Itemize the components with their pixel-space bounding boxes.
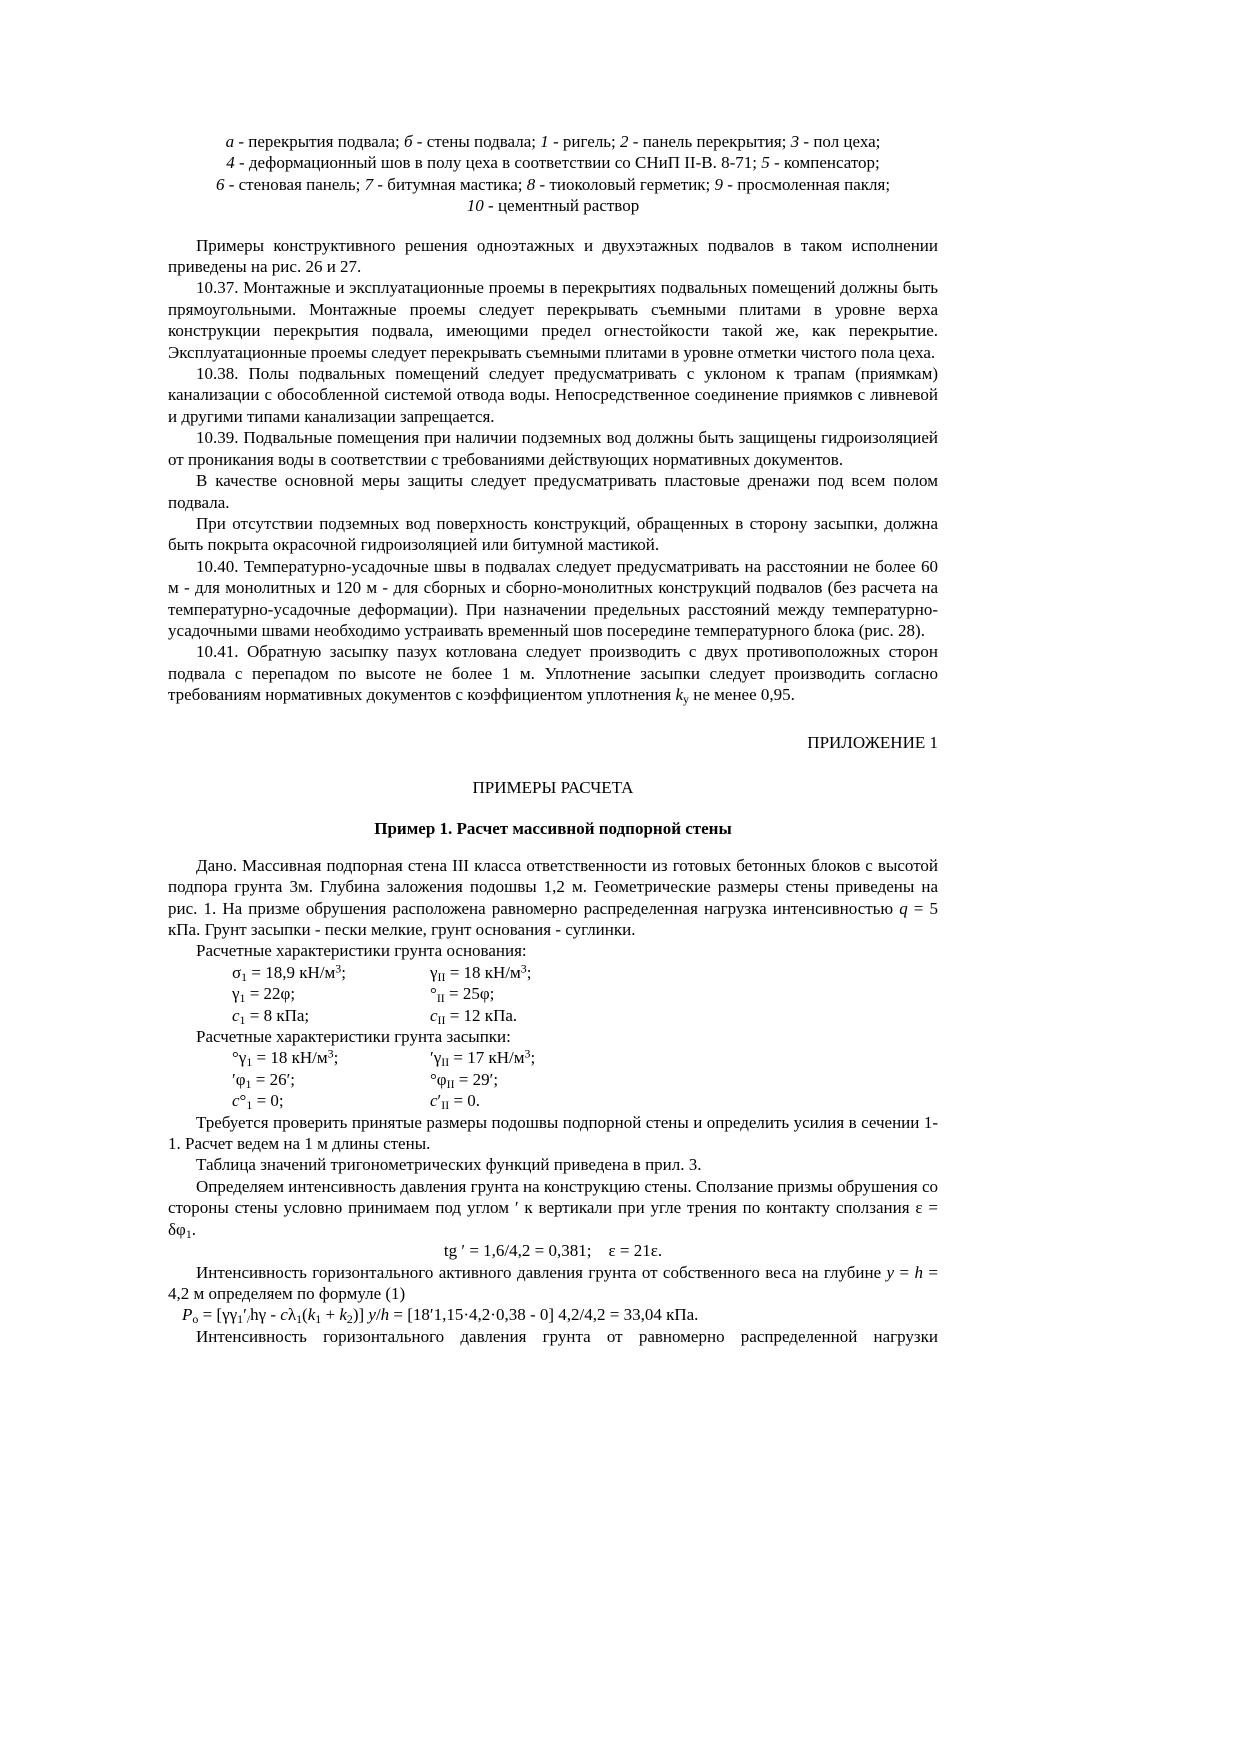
paragraph: При отсутствии подземных вод поверхность конструкций, обращенных в сторону засыпки, должна быть покрыта окрасочной гидроизоляцией или битумной мастикой. [168,513,938,555]
paragraph: Расчетные характеристики грунта засыпки: [196,1027,511,1047]
paragraph: Расчетные характеристики грунта основания: [196,941,527,961]
characteristics-row [168,962,938,983]
spacer [168,840,938,855]
characteristic-right: $с'_{II} = 0$. [430,1091,481,1113]
characteristic-right: $'\gamma_{II} = 17$ $кН/м^3$; [430,1047,536,1070]
characteristic-left: $\sigma_1 = 18,9$ $кН/м^3$; [232,961,346,984]
figure-caption-line: а - перекрытия подвала; б - стены подвала; 1 - ригель; 2 - панель перекрытия; 3 - пол цеха; [225,132,881,151]
figure-caption-line: 4 - деформационный шов в полу цеха в соответствии со СНиП II-В. 8-71; 5 - компенсатор; [226,153,880,173]
characteristic-left: $^\circ\gamma_1 = 18$ $кН/м^3$; [232,1047,339,1070]
formula: tg ′ = 1,6/4,2 = 0,381; ε = 21ε. [443,1241,663,1261]
spacer [168,217,938,235]
paragraph: Требуется проверить принятые размеры подошвы подпорной стены и определить усилия в сечении 1-1. Расчет ведем на 1 м длины стены. [168,1112,938,1154]
characteristic-left: $с_1 = 8$ кПа; [232,1005,310,1027]
characteristics-row [168,1090,938,1111]
paragraph: 10.39. Подвальные помещения при наличии подземных вод должны быть защищены гидроизоляцией от проникания воды в соответствии с требованиями действующих нормативных документов. [168,428,938,469]
characteristics-row [168,983,938,1004]
paragraph: Определяем интенсивность давления грунта на конструкцию стены. Сползание призмы обрушения со стороны стены условно принимаем под углом ′ к вертикали при угле трения по контакту сползания $\varepsilon = \delta\varphi_1$. [168,1176,938,1241]
characteristics-row [168,1005,938,1026]
document-body [168,131,938,1347]
paragraph: В качестве основной меры защиты следует предусматривать пластовые дренажи под всем полом подвала. [168,471,938,512]
paragraph: Примеры конструктивного решения одноэтажных и двухэтажных подвалов в таком исполнении приведены на рис. 26 и 27. [168,235,938,277]
paragraph: Таблица значений тригонометрических функций приведена в прил. 3. [196,1155,702,1175]
characteristic-left: $с^\circ_1 = 0$; [232,1091,284,1113]
spacer [168,798,938,818]
formula: $Р_о = [\gamma\gamma_1'_/h\gamma - с\lambda_1(k_1 + k_2)] у/h = [18'1,15\cdot 4,2\cdot 0,38 - 0] 4,2/4,2 = 33,04$ кПа. [182,1305,699,1327]
characteristic-left: $\gamma_1 = 22\varphi$; [232,984,296,1006]
figure-caption-line: 10 - цементный раствор [466,196,640,216]
spacer [168,706,938,732]
characteristic-right: $^\circ\varphi_{II} = 29'$; [430,1069,499,1091]
characteristic-right: $\gamma_{II} = 18$ $кН/м^3$; [430,961,532,984]
figure-caption-line: 6 - стеновая панель; 7 - битумная мастика; 8 - тиоколовый герметик; 9 - просмоленная пакля; [215,174,891,194]
spacer [168,753,938,777]
paragraph: 10.41. Обратную засыпку пазух котлована следует производить с двух противоположных сторон подвала с перепадом по высоте не более 1 м. Уплотнение засыпки следует производить согласно требованиям нормативных документов с коэффициентом уплотнения $k_у$ не менее 0,95. [168,642,938,707]
appendix-label: ПРИЛОЖЕНИЕ 1 [807,732,938,752]
paragraph: 10.38. Полы подвальных помещений следует предусматривать с уклоном к трапам (приямкам) канализации с обособленной системой отвода воды. Непосредственное соединение приямков с ливневой и другими типами канализации запрещается. [168,364,938,426]
characteristic-right: $^\circ_{II} = 25\varphi$; [430,984,495,1006]
characteristics-row [168,1047,938,1068]
example-title: Пример 1. Расчет массивной подпорной стены [374,819,732,839]
characteristic-left: $'\varphi_1 = 26'$; [232,1069,296,1091]
paragraph: 10.40. Температурно-усадочные швы в подвалах следует предусматривать на расстоянии не более 60 м - для монолитных и 120 м - для сборных и сборно-монолитных конструкций подвалов (без расчета на температурно-усадочные деформации). При назначении предельных расстояний между температурно-усадочными швами необходимо устраивать временный шов посередине температурного блока (рис. 28). [168,556,938,640]
paragraph: 10.37. Монтажные и эксплуатационные проемы в перекрытиях подвальных помещений должны быть прямоугольными. Монтажные проемы следует перекрывать съемными плитами в уровне верха конструкции перекрытия подвала, имеющими предел огнестойкости такой же, как перекрытие. Эксплуатационные проемы следует перекрывать съемными плитами в уровне отметки чистого пола цеха. [168,278,938,362]
characteristic-right: $с_{II} = 12$ кПа. [430,1005,518,1027]
paragraph: Интенсивность горизонтального давления грунта от равномерно распределенной нагрузки [196,1326,938,1346]
paragraph: Интенсивность горизонтального активного давления грунта от собственного веса на глубине у = h = 4,2 м определяем по формуле (1) [168,1262,938,1303]
paragraph: Дано. Массивная подпорная стена III класса ответственности из готовых бетонных блоков с высотой подпора грунта 3м. Глубина заложения подошвы 1,2 м. Геометрические размеры стены приведены на рис. 1. На призме обрушения расположена равномерно распределенная нагрузка интенсивностью q = 5 кПа. Грунт засыпки - пески мелкие, грунт основания - суглинки. [168,855,938,939]
characteristics-row [168,1069,938,1090]
section-title: ПРИМЕРЫ РАСЧЕТА [472,777,634,797]
